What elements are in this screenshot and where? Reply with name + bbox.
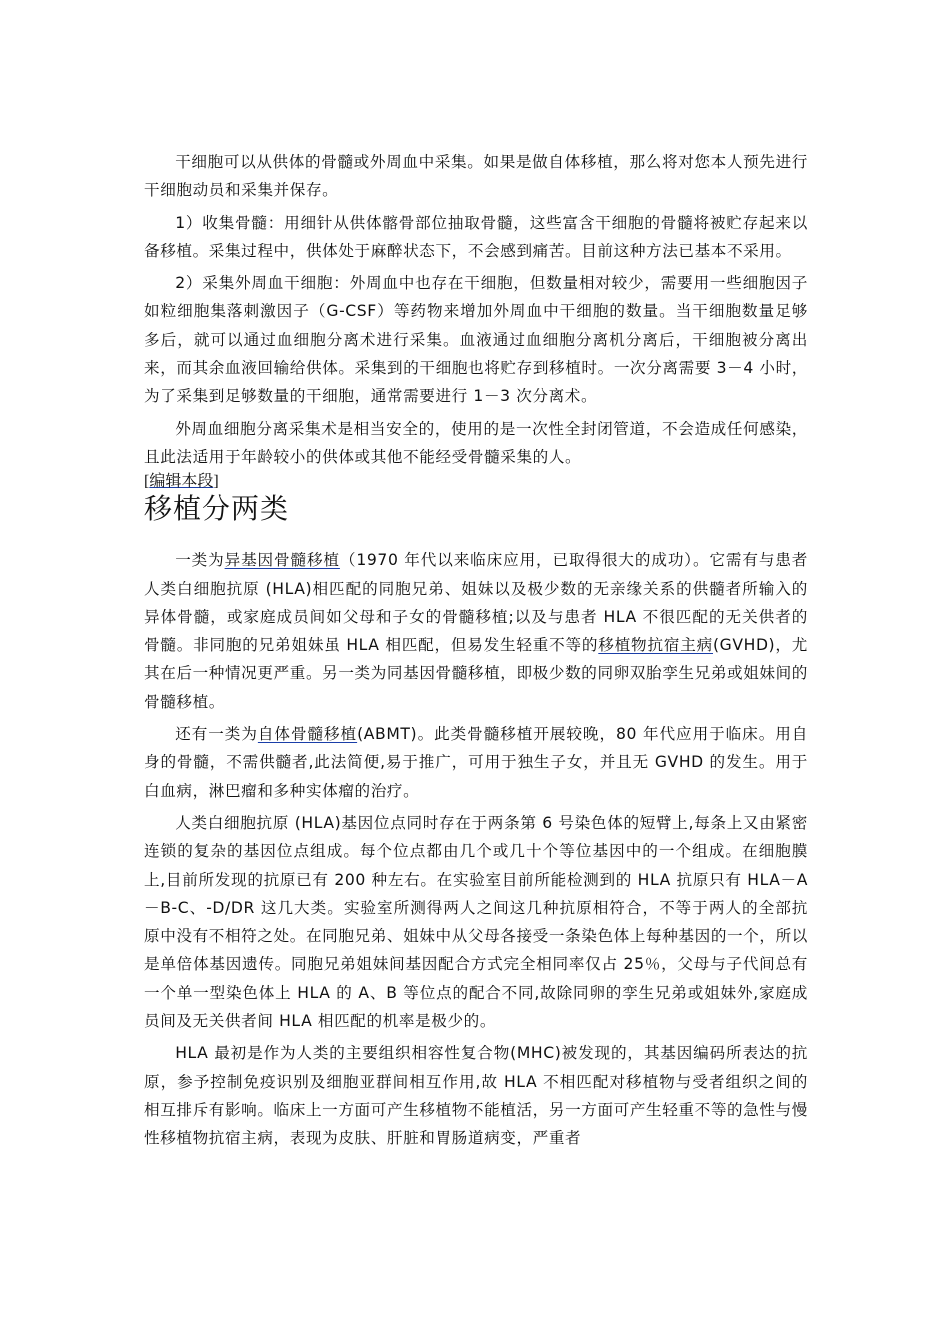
section-heading: 移植分两类: [144, 492, 290, 526]
text-fragment: （1970 年代以来临床应用，已取得很大的成功）。它需有与患者人类白细胞抗原 (HLA)相匹配的同胞兄弟、姐妹以及极少数的无亲缘关系的供髓者所输入的异体骨髓，或家庭成员间如父母和子女的骨髓移植;以及与患者 HLA 不很匹配的无关供者的骨髓。非同胞的兄弟姐妹虽 HLA 相匹配，但易发生轻重不等的: [144, 551, 808, 655]
link-autologous-bmt[interactable]: 自体骨髓移植: [257, 725, 358, 744]
document-page: [144, 148, 808, 1157]
paragraph-hla-loci: 人类白细胞抗原 (HLA)基因位点同时存在于两条第 6 号染色体的短臂上,每条上又由紧密连锁的复杂的基因位点组成。每个位点都由几个或几十个等位基因中的一个组成。在细胞膜上,目前所发现的抗原已有 200 种左右。在实验室目前所能检测到的 HLA 抗原只有 HLA－A－B-C、-D/DR 这几大类。实验室所测得两人之间这几种抗原相符合，不等于两人的全部抗原中没有不相符之处。在同胞兄弟、姐妹中从父母各接受一条染色体上每种基因的一个，所以是单倍体基因遗传。同胞兄弟姐妹间基因配合方式完全相同率仅占 25％，父母与子代间总有一个单一型染色体上 HLA 的 A、B 等位点的配合不同,故除同卵的孪生兄弟或姐妹外,家庭成员间及无关供者间 HLA 相匹配的机率是极少的。: [144, 813, 808, 1031]
paragraph-bone-marrow-collection: 1）收集骨髓：用细针从供体髂骨部位抽取骨髓，这些富含干细胞的骨髓将被贮存起来以备移植。采集过程中，供体处于麻醉状态下，不会感到痛苦。目前这种方法已基本不采用。: [144, 213, 808, 260]
paragraph-stem-cell-collection: 干细胞可以从供体的骨髓或外周血中采集。如果是做自体移植，那么将对您本人预先进行干细胞动员和采集并保存。: [144, 153, 808, 200]
paragraph-transplant-types: [144, 546, 808, 720]
paragraph-peripheral-blood-collection: 2）采集外周血干细胞：外周血中也存在干细胞，但数量相对较少，需要用一些细胞因子如粒细胞集落刺激因子（G-CSF）等药物来增加外周血中干细胞的数量。当干细胞数量足够多后，就可以通过血细胞分离术进行采集。血液通过血细胞分离机分离后，干细胞被分离出来，而其余血液回输给供体。采集到的干细胞也将贮存到移植时。一次分离需要 3－4 小时，为了采集到足够数量的干细胞，通常需要进行 1－3 次分离术。: [144, 274, 808, 406]
edit-section-link-wrapper: [144, 472, 808, 492]
text-fragment: 一类为: [175, 551, 225, 570]
text-fragment: (GVHD)，尤其在后一种情况更严重。另一类为同基因骨髓移植，即极少数的同卵双胎孪生兄弟或姐妹间的骨髓移植。: [144, 636, 809, 711]
paragraph-hla-mhc: HLA 最初是作为人类的主要组织相容性复合物(MHC)被发现的，其基因编码所表达的抗原，参予控制免疫识别及细胞亚群间相互作用,故 HLA 不相匹配对移植物与受者组织之间的相互排斥有影响。临床上一方面可产生移植物不能植活，另一方面可产生轻重不等的急性与慢性移植物抗宿主病，表现为皮肤、肝脏和胃肠道病变，严重者: [144, 1044, 808, 1148]
link-allogeneic-bmt[interactable]: 异基因骨髓移植: [224, 551, 340, 570]
text-fragment: 还有一类为: [175, 725, 258, 744]
edit-section-link[interactable]: 编辑本段: [149, 473, 214, 491]
paragraph-apheresis-safety: 外周血细胞分离采集术是相当安全的，使用的是一次性全封闭管道，不会造成任何感染，且此法适用于年龄较小的供体或其他不能经受骨髓采集的人。: [144, 419, 808, 466]
text-fragment: (ABMT)。此类骨髓移植开展较晚，80 年代应用于临床。用自身的骨髓，不需供髓者,此法简便,易于推广，可用于独生子女，并且无 GVHD 的发生。用于白血病，淋巴瘤和多种实体瘤的治疗。: [144, 725, 808, 800]
link-gvhd[interactable]: 移植物抗宿主病: [598, 636, 713, 655]
paragraph-autologous: [144, 720, 808, 809]
edit-bracket-close: ]: [213, 473, 219, 491]
edit-bracket-open: [: [144, 473, 150, 491]
